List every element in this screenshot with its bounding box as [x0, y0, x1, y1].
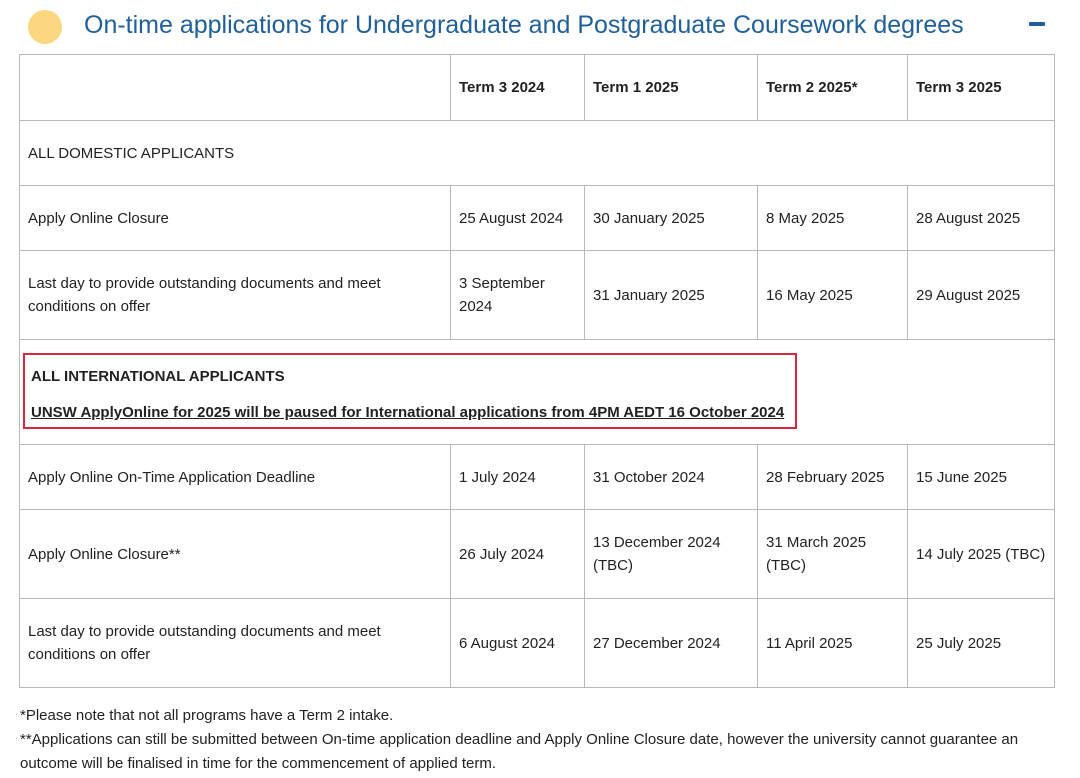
domestic-heading: ALL DOMESTIC APPLICANTS	[20, 121, 1055, 186]
row-label: Apply Online Closure**	[20, 510, 451, 599]
footnote-term2: *Please note that not all programs have a Term 2 intake.	[20, 707, 394, 724]
international-section-row	[20, 340, 1055, 445]
table-row	[20, 510, 1055, 599]
table-cell: 1 July 2024	[451, 445, 585, 510]
row-label: Apply Online Closure	[20, 186, 451, 251]
table-cell: 31 March 2025 (TBC)	[758, 510, 908, 599]
row-label: Apply Online On-Time Application Deadline	[20, 445, 451, 510]
table-cell: 31 January 2025	[585, 251, 758, 340]
table-cell: 30 January 2025	[585, 186, 758, 251]
highlight-box	[23, 353, 797, 429]
collapse-minus-icon[interactable]	[1027, 10, 1049, 40]
table-cell: 29 August 2025	[908, 251, 1055, 340]
table-cell: 14 July 2025 (TBC)	[908, 510, 1055, 599]
column-header-term3-2024: Term 3 2024	[451, 55, 585, 121]
section-header[interactable]	[0, 0, 1080, 52]
table-row	[20, 251, 1055, 340]
table-cell: 15 June 2025	[908, 445, 1055, 510]
table-header-row	[20, 55, 1055, 121]
table-cell: 3 September 2024	[451, 251, 585, 340]
footnotes	[20, 704, 1060, 776]
table-cell: 28 February 2025	[758, 445, 908, 510]
circle-bullet-icon	[28, 10, 62, 44]
table-row	[20, 445, 1055, 510]
footnote-closure: **Applications can still be submitted between On-time application deadline and Apply Online Closure date, however the university cannot guarantee an outcome will be finalised in time for the commencement of applied term.	[20, 731, 1019, 772]
row-label: Last day to provide outstanding documents and meet conditions on offer	[20, 599, 451, 688]
application-dates-table	[19, 54, 1055, 688]
applyonline-pause-notice[interactable]: UNSW ApplyOnline for 2025 will be paused for International applications from 4PM AEDT 16 October 2024	[31, 404, 785, 421]
section-title: On-time applications for Undergraduate and Postgraduate Coursework degrees	[84, 11, 964, 39]
table-cell: 8 May 2025	[758, 186, 908, 251]
row-label: Last day to provide outstanding documents and meet conditions on offer	[20, 251, 451, 340]
table-cell: 13 December 2024 (TBC)	[585, 510, 758, 599]
domestic-section-row	[20, 121, 1055, 186]
table-cell: 26 July 2024	[451, 510, 585, 599]
table-row	[20, 599, 1055, 688]
column-header-term2-2025: Term 2 2025*	[758, 55, 908, 121]
table-cell: 6 August 2024	[451, 599, 585, 688]
column-header-term1-2025: Term 1 2025	[585, 55, 758, 121]
table-cell: 27 December 2024	[585, 599, 758, 688]
table-cell: 16 May 2025	[758, 251, 908, 340]
table-cell: 31 October 2024	[585, 445, 758, 510]
table-row	[20, 186, 1055, 251]
table-cell: 11 April 2025	[758, 599, 908, 688]
table-cell: 28 August 2025	[908, 186, 1055, 251]
international-heading: ALL INTERNATIONAL APPLICANTS	[31, 368, 285, 385]
column-header-term3-2025: Term 3 2025	[908, 55, 1055, 121]
column-header-blank	[20, 55, 451, 121]
table-cell: 25 July 2025	[908, 599, 1055, 688]
table-cell: 25 August 2024	[451, 186, 585, 251]
international-section-cell	[20, 340, 1055, 445]
